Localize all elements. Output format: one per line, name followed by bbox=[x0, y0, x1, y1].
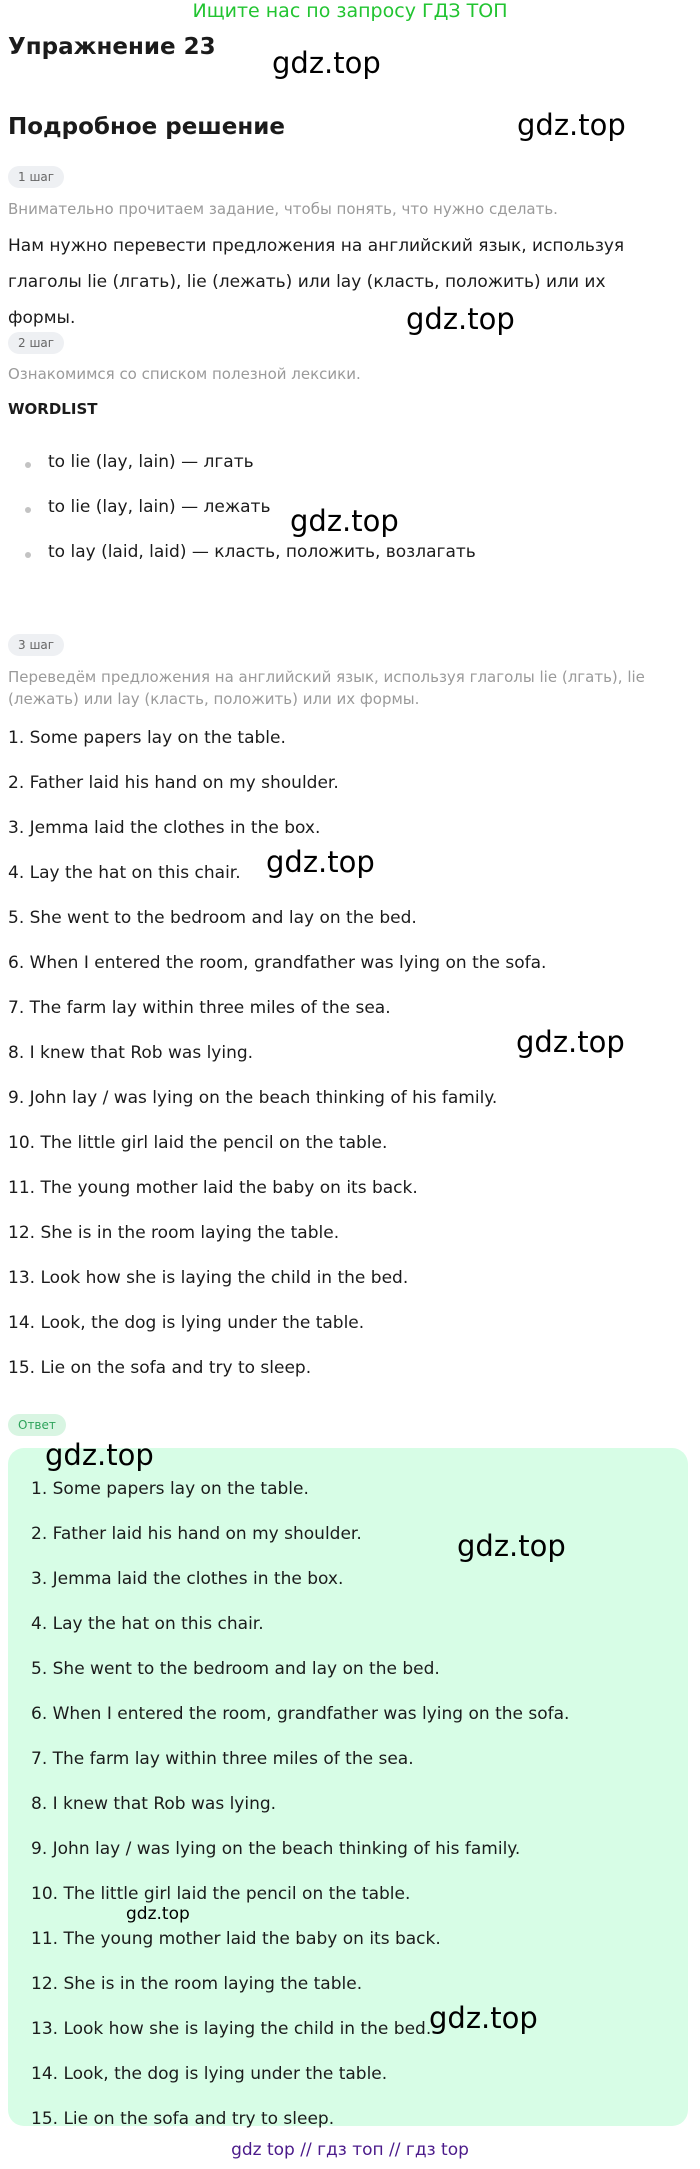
solution-title: Подробное решение bbox=[8, 114, 285, 140]
step-hint: Ознакомимся со списком полезной лексики. bbox=[8, 365, 361, 383]
answer-sentence: 1. Some papers lay on the table. bbox=[31, 1479, 309, 1499]
step-text: Нам нужно перевести предложения на английский язык, используя глаголы lie (лгать), lie (лежать) или lay (класть, положить) или их формы. bbox=[8, 236, 625, 328]
watermark: gdz.top bbox=[516, 1025, 625, 1059]
footer-links[interactable]: gdz top // гдз топ // гдз top bbox=[231, 2140, 469, 2160]
answer-sentence: 8. I knew that Rob was lying. bbox=[31, 1794, 277, 1814]
top-banner[interactable]: Ищите нас по запросу ГДЗ ТОП bbox=[192, 0, 508, 22]
sentence: 5. She went to the bedroom and lay on the bed. bbox=[8, 908, 417, 928]
answer-sentence: 3. Jemma laid the clothes in the box. bbox=[31, 1569, 344, 1589]
watermark: gdz.top bbox=[126, 1904, 190, 1924]
answer-sentence: 9. John lay / was lying on the beach thinking of his family. bbox=[31, 1839, 521, 1859]
step-badge: 1 шаг bbox=[8, 166, 64, 188]
sentence: 2. Father laid his hand on my shoulder. bbox=[8, 773, 339, 793]
exercise-title: Упражнение 23 bbox=[8, 34, 216, 60]
answer-sentence: 6. When I entered the room, grandfather was lying on the sofa. bbox=[31, 1704, 570, 1724]
answer-sentence: 11. The young mother laid the baby on its back. bbox=[31, 1929, 441, 1949]
sentence: 9. John lay / was lying on the beach thinking of his family. bbox=[8, 1088, 498, 1108]
watermark: gdz.top bbox=[517, 108, 626, 142]
answer-sentence: 2. Father laid his hand on my shoulder. bbox=[31, 1524, 362, 1544]
sentence: 6. When I entered the room, grandfather was lying on the sofa. bbox=[8, 953, 547, 973]
sentence: 13. Look how she is laying the child in the bed. bbox=[8, 1268, 409, 1288]
answer-sentence: 15. Lie on the sofa and try to sleep. bbox=[31, 2109, 335, 2129]
answer-sentence: 10. The little girl laid the pencil on the table. bbox=[31, 1884, 411, 1904]
watermark: gdz.top bbox=[429, 2001, 538, 2035]
sentence: 7. The farm lay within three miles of the sea. bbox=[8, 998, 391, 1018]
wordlist-title: WORDLIST bbox=[8, 400, 98, 418]
answer-sentence: 4. Lay the hat on this chair. bbox=[31, 1614, 264, 1634]
answer-sentence: 5. She went to the bedroom and lay on the bed. bbox=[31, 1659, 440, 1679]
step-badge: 2 шаг bbox=[8, 332, 64, 354]
watermark: gdz.top bbox=[406, 302, 515, 336]
sentence: 10. The little girl laid the pencil on the table. bbox=[8, 1133, 388, 1153]
bullet-icon bbox=[25, 552, 31, 558]
step-hint: Внимательно прочитаем задание, чтобы понять, что нужно сделать. bbox=[8, 200, 558, 218]
sentence: 4. Lay the hat on this chair. bbox=[8, 863, 241, 883]
answer-sentence: 13. Look how she is laying the child in the bed. bbox=[31, 2019, 432, 2039]
step-hint: Переведём предложения на английский язык, используя глаголы lie (лгать), lie (лежать) или lay (класть, положить) или их формы. bbox=[8, 668, 645, 708]
list-item: to lay (laid, laid) — класть, положить, возлагать bbox=[48, 542, 476, 562]
watermark: gdz.top bbox=[290, 504, 399, 538]
answer-sentence: 14. Look, the dog is lying under the table. bbox=[31, 2064, 388, 2084]
answer-sentence: 7. The farm lay within three miles of the sea. bbox=[31, 1749, 414, 1769]
watermark: gdz.top bbox=[45, 1438, 154, 1472]
step-badge: 3 шаг bbox=[8, 634, 64, 656]
watermark: gdz.top bbox=[457, 1529, 566, 1563]
sentence: 11. The young mother laid the baby on its back. bbox=[8, 1178, 418, 1198]
sentence: 8. I knew that Rob was lying. bbox=[8, 1043, 254, 1063]
bullet-icon bbox=[25, 507, 31, 513]
watermark: gdz.top bbox=[272, 46, 381, 80]
list-item: to lie (lay, lain) — лгать bbox=[48, 452, 254, 472]
sentence: 1. Some papers lay on the table. bbox=[8, 728, 286, 748]
sentence: 14. Look, the dog is lying under the table. bbox=[8, 1313, 365, 1333]
sentence: 12. She is in the room laying the table. bbox=[8, 1223, 340, 1243]
sentence: 3. Jemma laid the clothes in the box. bbox=[8, 818, 321, 838]
bullet-icon bbox=[25, 462, 31, 468]
sentence: 15. Lie on the sofa and try to sleep. bbox=[8, 1358, 312, 1378]
answer-badge: Ответ bbox=[8, 1414, 66, 1436]
answer-sentence: 12. She is in the room laying the table. bbox=[31, 1974, 363, 1994]
watermark: gdz.top bbox=[266, 845, 375, 879]
list-item: to lie (lay, lain) — лежать bbox=[48, 497, 271, 517]
